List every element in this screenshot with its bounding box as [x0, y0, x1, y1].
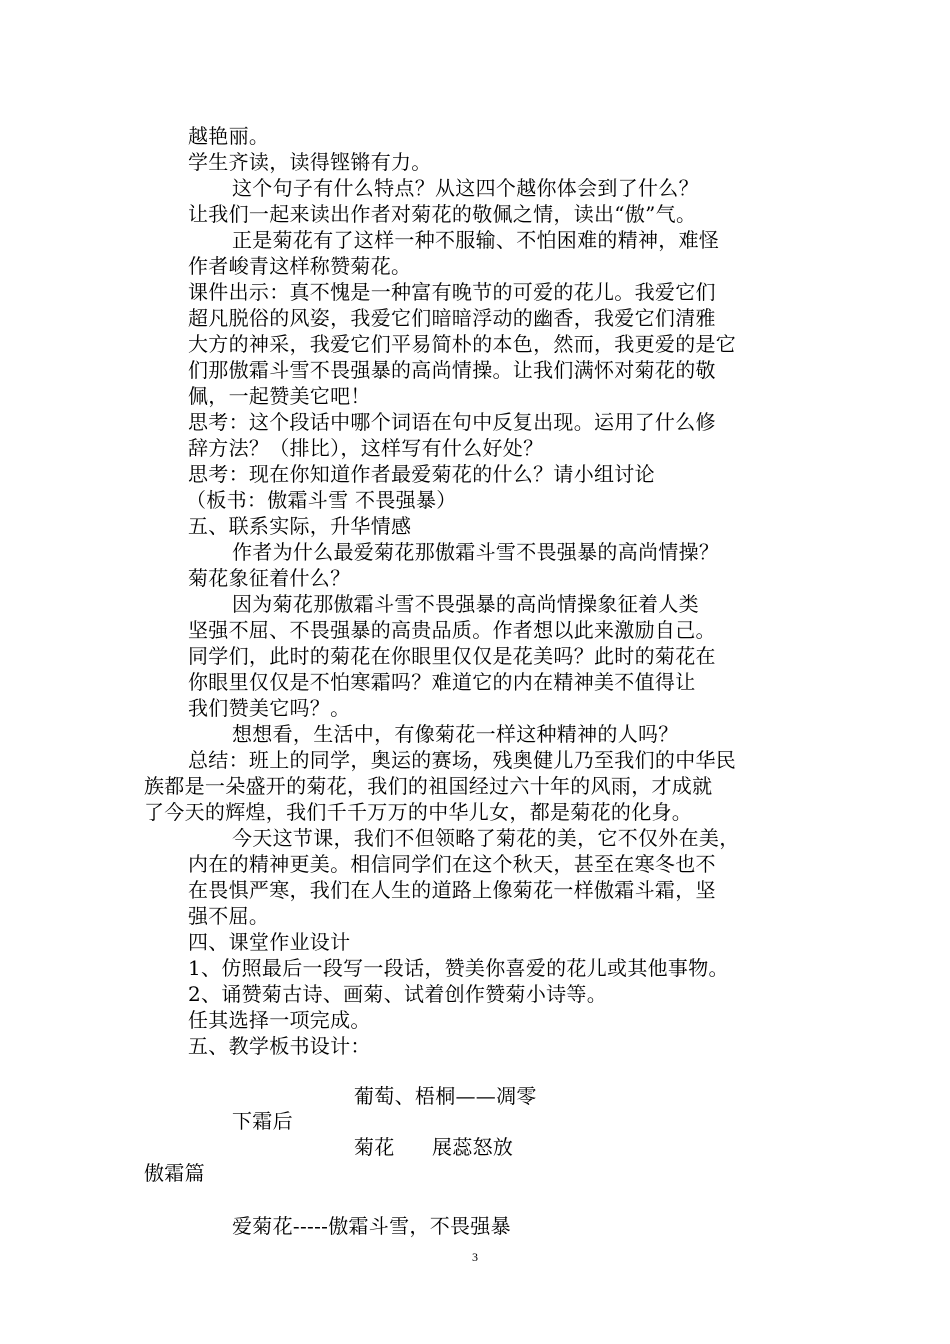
text-line: 因为菊花那傲霜斗雪不畏强暴的高尚情操象征着人类: [232, 592, 699, 616]
section-heading: 五、联系实际，升华情感: [188, 514, 412, 538]
text-line: 这个句子有什么特点？从这四个越你体会到了什么？: [232, 176, 699, 200]
text-line: 强不屈。: [188, 904, 270, 928]
text-line: （板书：傲霜斗雪 不畏强暴）: [186, 488, 457, 512]
text-line: 同学们，此时的菊花在你眼里仅仅是花美吗？此时的菊花在: [188, 644, 716, 668]
text-line: 大方的神采，我爱它们平易简朴的本色，然而，我更爱的是它: [188, 332, 737, 356]
board-row-grapes: 葡萄、梧桐——凋零: [354, 1084, 537, 1108]
text-line: 菊花象征着什么？: [188, 566, 351, 590]
text-line: 作者为什么最爱菊花那傲霜斗雪不畏强暴的高尚情操？: [232, 540, 720, 564]
section-heading: 四、课堂作业设计: [188, 930, 351, 954]
text-line: 在畏惧严寒，我们在人生的道路上像菊花一样傲霜斗霜，坚: [188, 878, 716, 902]
section-heading: 五、教学板书设计：: [188, 1034, 371, 1058]
text-line: 思考：现在你知道作者最爱菊花的什么？请小组讨论: [188, 462, 655, 486]
text-line: 任其选择一项完成。: [188, 1008, 371, 1032]
text-line: 课件出示：真不愧是一种富有晚节的可爱的花儿。我爱它们: [188, 280, 716, 304]
text-line: 辞方法？（排比），这样写有什么好处？: [188, 436, 544, 460]
text-line: 思考：这个段话中哪个词语在句中反复出现。运用了什么修: [188, 410, 716, 434]
text-line: 想想看，生活中，有像菊花一样这种精神的人吗？: [232, 722, 679, 746]
text-line: 今天这节课，我们不但领略了菊花的美，它不仅外在美，: [232, 826, 740, 850]
text-line: 超凡脱俗的风姿，我爱它们暗暗浮动的幽香，我爱它们清雅: [188, 306, 716, 330]
text-line: 正是菊花有了这样一种不服输、不怕困难的精神，难怪: [232, 228, 720, 252]
text-line: 内在的精神更美。相信同学们在这个秋天，甚至在寒冬也不: [188, 852, 716, 876]
text-line: 坚强不屈、不畏强暴的高贵品质。作者想以此来激励自己。: [188, 618, 716, 642]
board-row-love: 爱菊花-----傲霜斗雪，不畏强暴: [232, 1214, 511, 1238]
text-line: 佩，一起赞美它吧！: [188, 384, 371, 408]
text-line: 你眼里仅仅是不怕寒霜吗？难道它的内在精神美不值得让: [188, 670, 696, 694]
text-line: 们那傲霜斗雪不畏强暴的高尚情操。让我们满怀对菊花的敬: [188, 358, 716, 382]
text-line: 族都是一朵盛开的菊花，我们的祖国经过六十年的风雨，才成就: [144, 774, 713, 798]
text-line: 2、诵赞菊古诗、画菊、试着创作赞菊小诗等。: [188, 982, 608, 1006]
text-line: 了今天的辉煌，我们千千万万的中华儿女，都是菊花的化身。: [144, 800, 693, 824]
text-line: 1、仿照最后一段写一段话，赞美你喜爱的花儿或其他事物。: [188, 956, 729, 980]
text-line: 越艳丽。: [188, 124, 270, 148]
board-row-bloom: 展蕊怒放: [432, 1135, 514, 1159]
page-number: 3: [472, 1250, 478, 1264]
board-row-title: 傲霜篇: [144, 1161, 205, 1185]
text-line: 学生齐读，读得铿锵有力。: [188, 150, 432, 174]
text-line: 我们赞美它吗？。: [188, 696, 351, 720]
board-row-after-frost: 下霜后: [232, 1109, 293, 1133]
text-line: 作者峻青这样称赞菊花。: [188, 254, 412, 278]
text-line: 总结：班上的同学，奥运的赛场，残奥健儿乃至我们的中华民: [188, 748, 737, 772]
text-line: 让我们一起来读出作者对菊花的敬佩之情，读出“傲”气。: [188, 202, 697, 226]
board-row-chrysanthemum: 菊花: [354, 1135, 395, 1159]
